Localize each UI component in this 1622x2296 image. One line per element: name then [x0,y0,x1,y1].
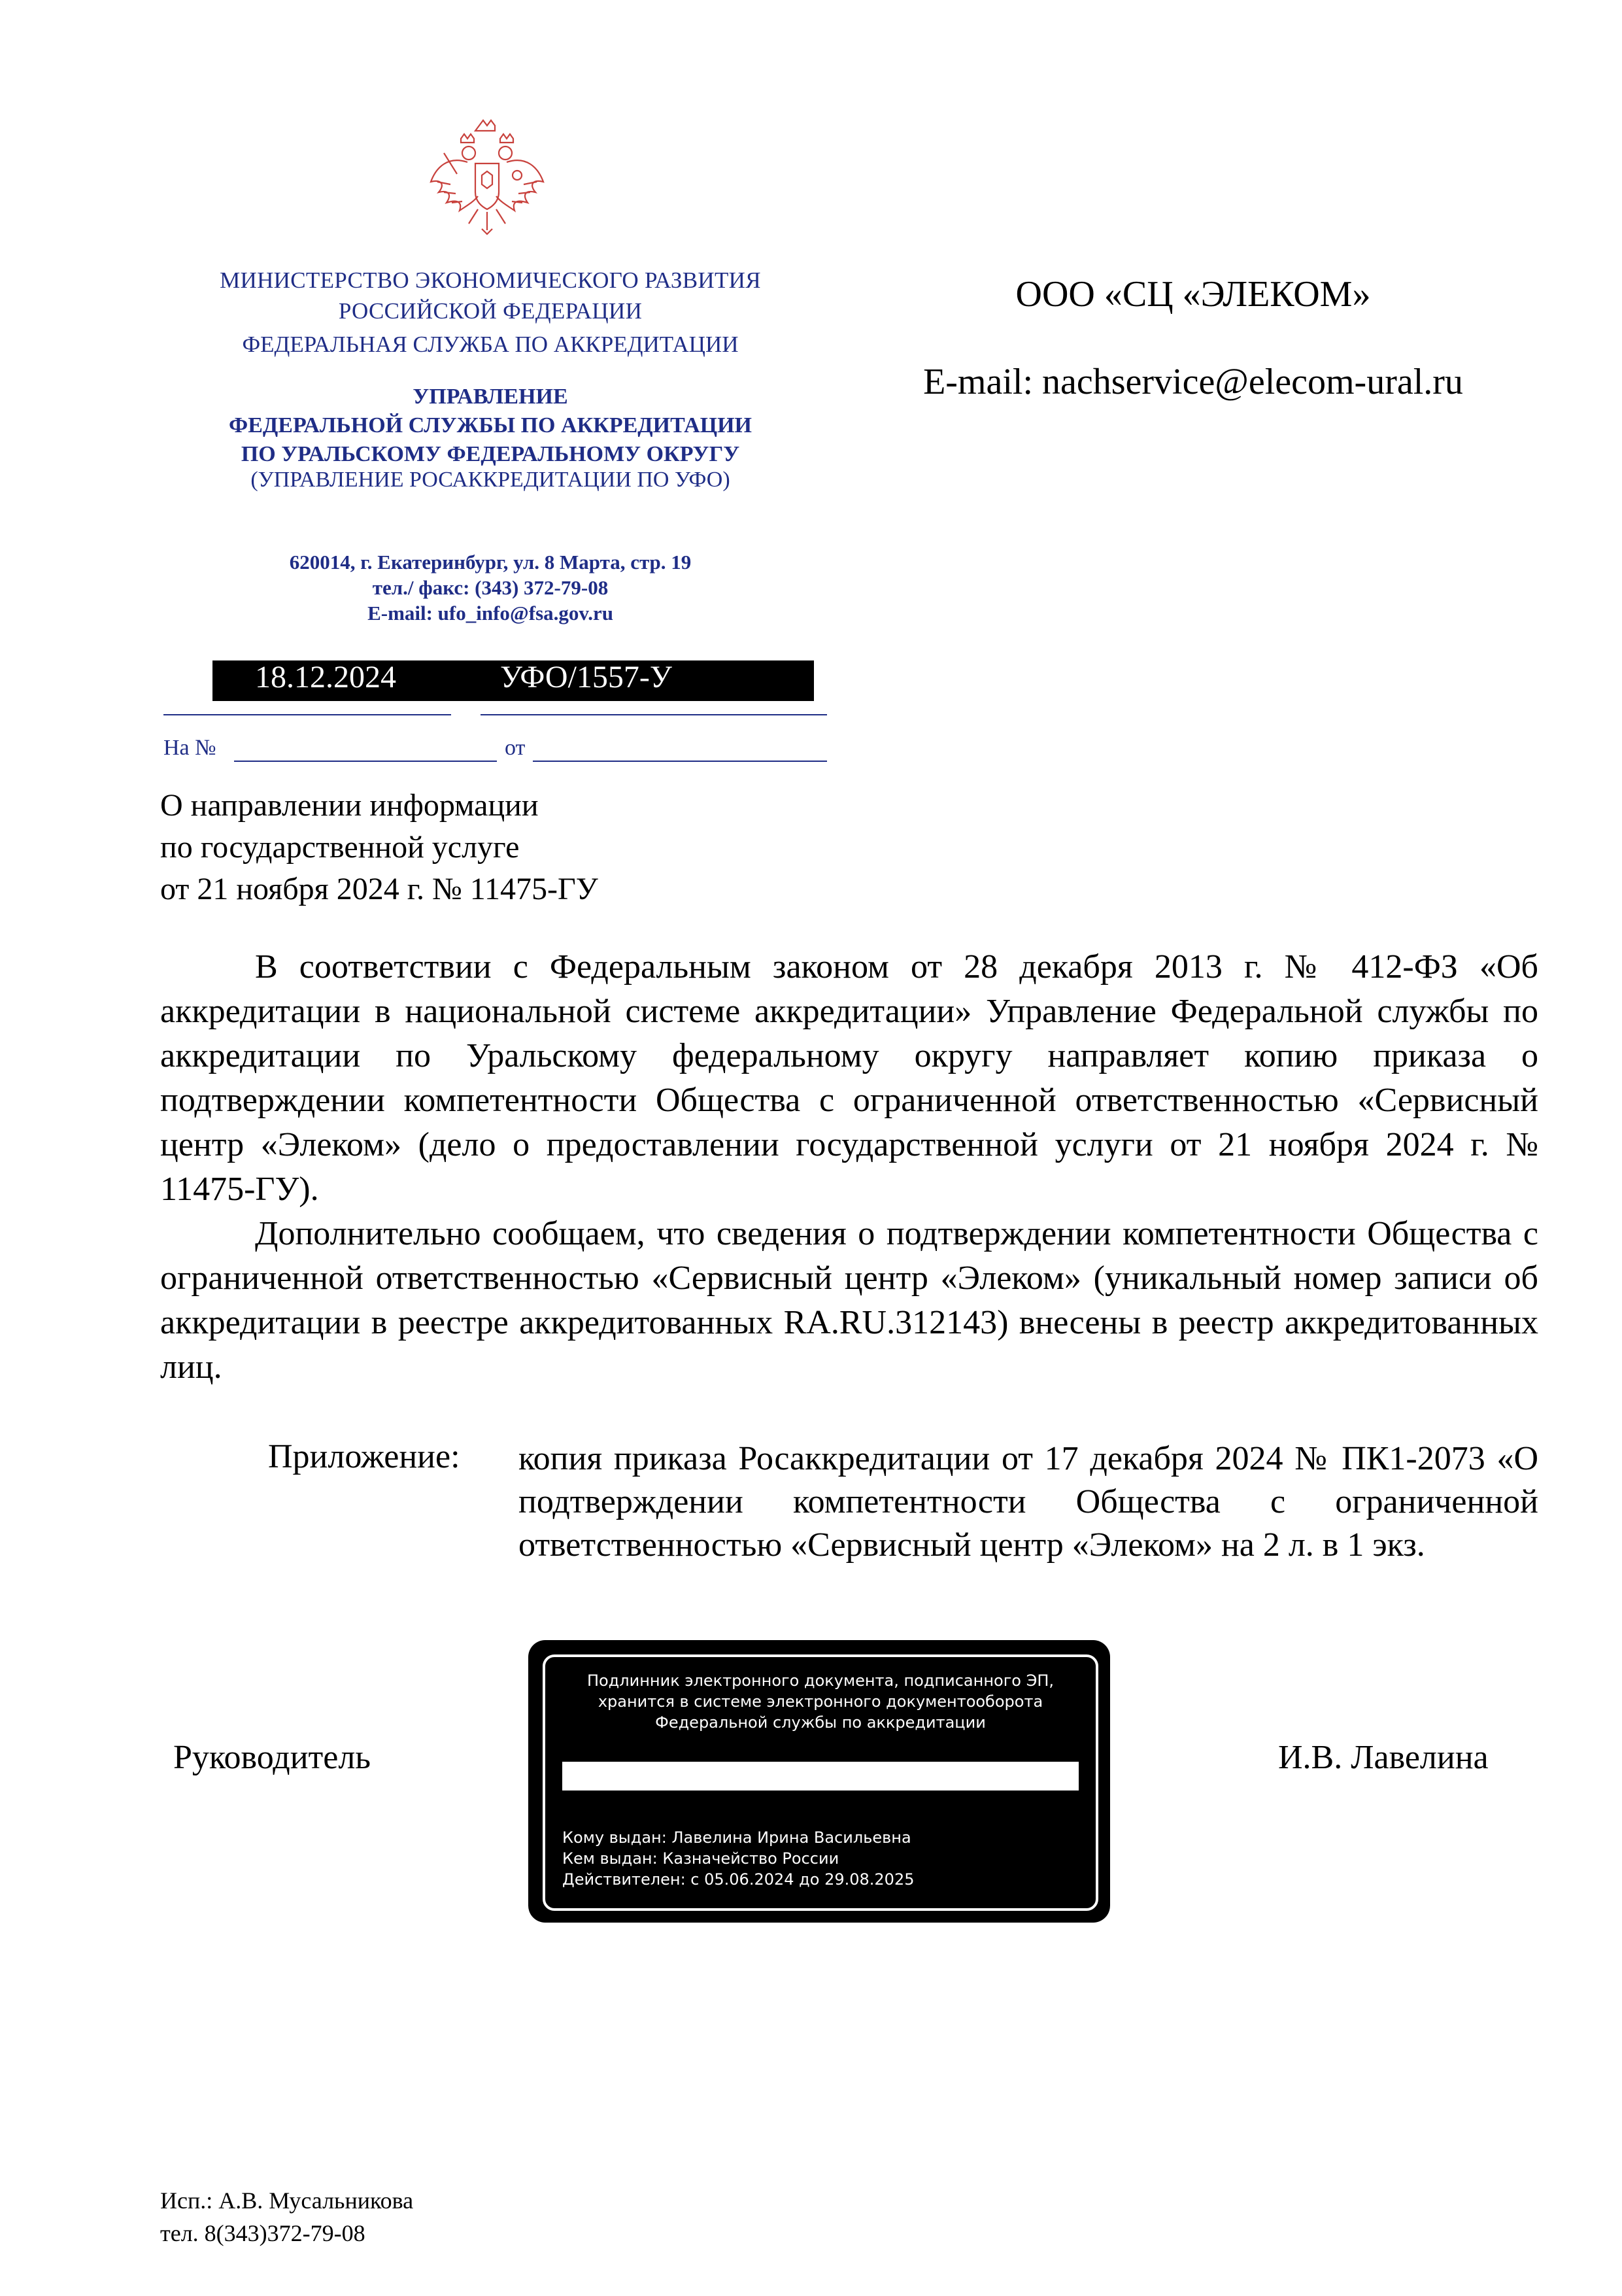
signer-name: И.В. Лавелина [1278,1739,1489,1776]
department-name-line: ФЕДЕРАЛЬНОЙ СЛУЖБЫ ПО АККРЕДИТАЦИИ [229,413,752,437]
sender-phone: тел./ факс: (343) 372-79-08 [372,576,609,599]
stamp-header-line: Федеральной службы по аккредитации [655,1713,986,1732]
subject-line: О направлении информации [160,788,539,823]
registration-date: 18.12.2024 [255,660,396,694]
department-name-line: ПО УРАЛЬСКОМУ ФЕДЕРАЛЬНОМУ ОКРУГУ [241,442,740,466]
subject-line: по государственной услуге [160,830,520,865]
sender-address: 620014, г. Екатеринбург, ул. 8 Марта, стр. 19 [289,551,692,574]
stamp-certificate-field [562,1762,1079,1791]
stamp-header-line: Подлинник электронного документа, подписанного ЭП, [586,1671,1055,1690]
registration-number: УФО/1557-У [500,660,672,694]
signer-position: Руководитель [173,1739,371,1776]
stamp-frame [543,1654,1098,1911]
reference-from-label: от [505,736,526,760]
stamp-issued-by: Кем выдан: Казначейство России [562,1849,839,1868]
divider [481,714,827,715]
ministry-name [163,265,817,326]
department-name-line: УПРАВЛЕНИЕ [413,385,568,409]
divider [163,714,451,715]
ministry-name-line: МИНИСТЕРСТВО ЭКОНОМИЧЕСКОГО РАЗВИТИЯ [220,267,761,293]
department-name [163,383,817,469]
sender-contacts [163,549,817,626]
service-name: ФЕДЕРАЛЬНАЯ СЛУЖБА ПО АККРЕДИТАЦИИ [242,332,739,357]
attachment-text: копия приказа Росаккредитации от 17 декабря 2024 № ПК1-2073 «О подтверждении компетентности Общества с ограниченной ответственностью «Сервисный центр «Элеком» на 2 л. в 1 экз. [518,1440,1538,1564]
executor-phone: тел. 8(343)372-79-08 [160,2220,365,2246]
stamp-validity: Действителен: с 05.06.2024 до 29.08.2025 [562,1870,915,1889]
reference-label: На № [163,736,216,760]
recipient-email: E-mail: nachservice@elecom-ural.ru [923,362,1463,402]
body-paragraph-text: Дополнительно сообщаем, что сведения о подтверждении компетентности Общества с ограниченной ответственностью «Сервисный центр «Элеком» (уникальный номер записи об аккредитации в реестре аккредитованных RA.RU.312143) внесены в реестр аккредитованных лиц. [160,1215,1538,1386]
stamp-issued-to: Кому выдан: Лавелина Ирина Васильевна [562,1828,911,1847]
recipient-name: ООО «СЦ «ЭЛЕКОМ» [1015,274,1371,315]
electronic-signature-stamp [528,1640,1110,1923]
stamp-header [545,1670,1096,1733]
attachment-label: Приложение: [268,1438,460,1475]
coat-of-arms-icon [422,116,552,247]
body-paragraph [160,945,1538,1212]
department-short-name: (УПРАВЛЕНИЕ РОСАККРЕДИТАЦИИ ПО УФО) [250,468,730,492]
ministry-name-line: РОССИЙСКОЙ ФЕДЕРАЦИИ [338,298,643,324]
executor-info [160,2184,413,2250]
letter-subject [160,785,598,910]
divider [533,761,827,762]
divider [234,761,497,762]
sender-email: E-mail: ufo_info@fsa.gov.ru [367,602,613,625]
subject-line: от 21 ноября 2024 г. № 11475-ГУ [160,872,598,906]
body-paragraph [160,1212,1538,1390]
executor-name: Исп.: А.В. Мусальникова [160,2187,414,2214]
stamp-header-line: хранится в системе электронного документооборота [598,1692,1043,1711]
body-paragraph-text: В соответствии с Федеральным законом от 28 декабря 2013 г. № 412-ФЗ «Об аккредитации в национальной системе аккредитации» Управление Федеральной службы по аккредитации по Уральскому федеральному округу направляет копию приказа о подтверждении компетентности Общества с ограниченной ответственностью «Сервисный центр «Элеком» (дело о предоставлении государственной услуги от 21 ноября 2024 г. № 11475-ГУ). [160,948,1538,1208]
stamp-details [562,1827,914,1890]
